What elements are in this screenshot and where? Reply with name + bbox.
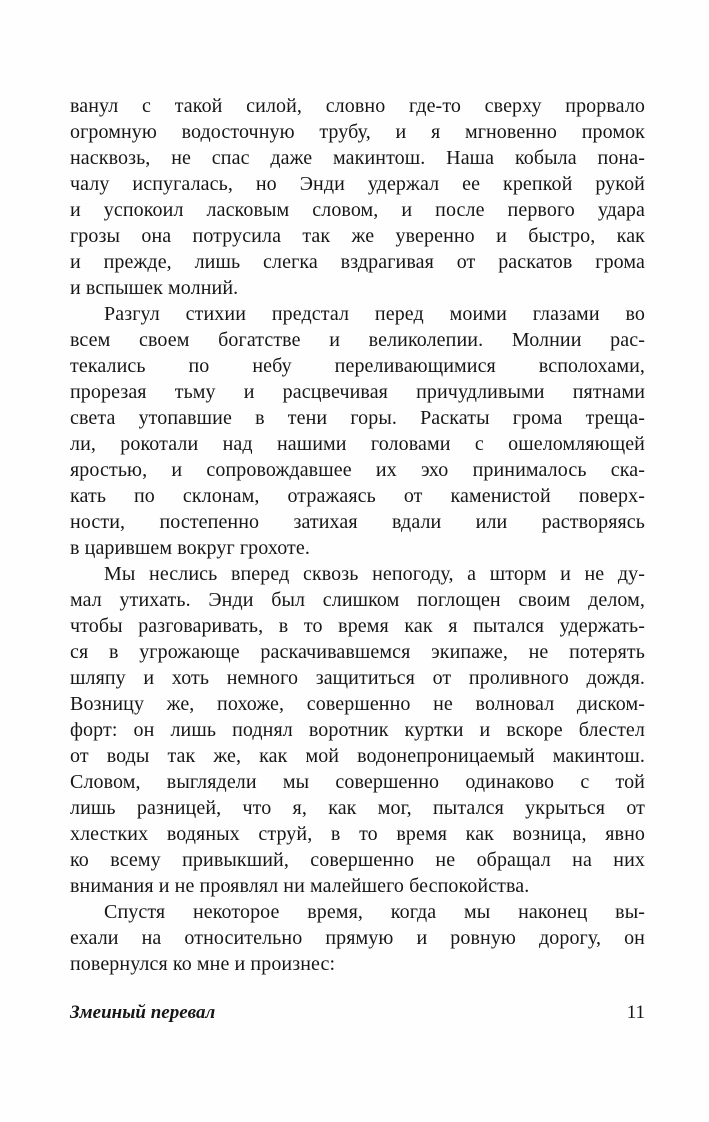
text-line: Спустя некоторое время, когда мы наконец вы- bbox=[104, 901, 645, 923]
text-line: ванул с такой силой, словно где-то сверху прорвало bbox=[70, 95, 645, 117]
text-line: ли, рокотали над нашими головами с ошеломляющей bbox=[70, 433, 645, 455]
page-number: 11 bbox=[626, 1002, 645, 1023]
text-line: лишь разницей, что я, как мог, пытался укрыться от bbox=[70, 797, 645, 819]
text-line: ности, постепенно затихая вдали или растворяясь bbox=[70, 511, 645, 533]
text-line: насквозь, не спас даже макинтош. Наша кобыла пона- bbox=[70, 147, 645, 169]
text-line: и вспышек молний. bbox=[70, 277, 239, 299]
text-line: ехали на относительно прямую и ровную дорогу, он bbox=[70, 927, 645, 949]
text-line: форт: он лишь поднял воротник куртки и вскоре блестел bbox=[70, 719, 645, 741]
text-line: Мы неслись вперед сквозь непогоду, а шторм и не ду- bbox=[104, 563, 645, 585]
text-line: внимания и не проявлял ни малейшего беспокойства. bbox=[70, 875, 530, 897]
paragraph bbox=[70, 561, 645, 899]
page-text bbox=[70, 93, 645, 977]
text-line: от воды так же, как мой водонепроницаемый макинтош. bbox=[70, 745, 645, 767]
text-line: в царившем вокруг грохоте. bbox=[70, 537, 310, 559]
paragraph bbox=[70, 301, 645, 561]
text-line: яростью, и сопровождавшее их эхо принималось ска- bbox=[70, 459, 645, 481]
page-footer bbox=[70, 1002, 645, 1024]
text-line: всем своем богатстве и великолепии. Молнии рас- bbox=[70, 329, 645, 351]
text-line: шляпу и хоть немного защититься от проливного дождя. bbox=[70, 667, 645, 689]
text-line: Разгул стихии предстал перед моими глазами во bbox=[104, 303, 645, 325]
paragraph bbox=[70, 899, 645, 977]
text-line: Возницу же, похоже, совершенно не волновал диском- bbox=[70, 693, 645, 715]
text-line: хлестких водяных струй, в то время как возница, явно bbox=[70, 823, 645, 845]
text-line: ко всему привыкший, совершенно не обращал на них bbox=[70, 849, 645, 871]
text-line: света утопавшие в тени горы. Раскаты грома треща- bbox=[70, 407, 645, 429]
text-line: Словом, выглядели мы совершенно одинаково с той bbox=[70, 771, 645, 793]
text-line: огромную водосточную трубу, и я мгновенно промок bbox=[70, 121, 645, 143]
text-line: прорезая тьму и расцвечивая причудливыми пятнами bbox=[70, 381, 645, 403]
running-title: Змеиный перевал bbox=[70, 1002, 216, 1023]
text-line: чалу испугалась, но Энди удержал ее крепкой рукой bbox=[70, 173, 645, 195]
text-line: чтобы разговаривать, в то время как я пытался удержать- bbox=[70, 615, 645, 637]
text-line: и прежде, лишь слегка вздрагивая от раскатов грома bbox=[70, 251, 645, 273]
text-line: и успокоил ласковым словом, и после первого удара bbox=[70, 199, 645, 221]
text-line: грозы она потрусила так же уверенно и быстро, как bbox=[70, 225, 645, 247]
text-line: текались по небу переливающимися всполохами, bbox=[70, 355, 645, 377]
text-line: повернулся ко мне и произнес: bbox=[70, 953, 336, 975]
text-line: ся в угрожающе раскачивавшемся экипаже, не потерять bbox=[70, 641, 645, 663]
paragraph bbox=[70, 93, 645, 301]
text-line: кать по склонам, отражаясь от каменистой поверх- bbox=[70, 485, 645, 507]
text-line: мал утихать. Энди был слишком поглощен своим делом, bbox=[70, 589, 645, 611]
